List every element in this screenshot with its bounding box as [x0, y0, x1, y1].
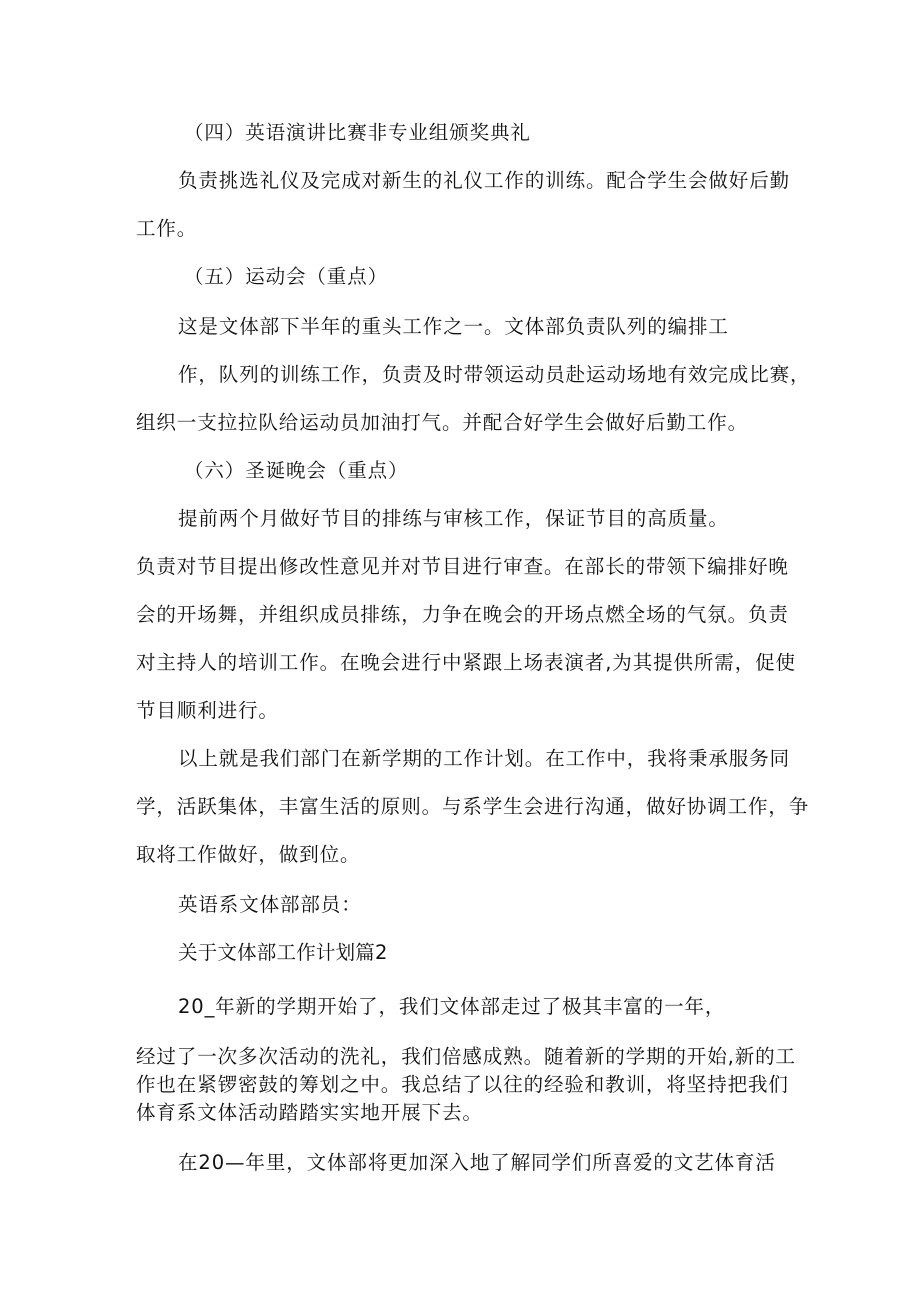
paragraph-line: 组织一支拉拉队给运动员加油打气。并配合好学生会做好后勤工作。 [136, 411, 749, 434]
paragraph-line: 会的开场舞，并组织成员排练，力争在晚会的开场点燃全场的气氛。负责 [136, 603, 789, 626]
paragraph-line: 提前两个月做好节目的排练与审核工作，保证节目的高质量。 [178, 507, 729, 530]
paragraph-line: 在20—年里，文体部将更加深入地了解同学们所喜爱的文艺体育活 [178, 1151, 776, 1174]
paragraph-line: 负责对节目提出修改性意见并对节目进行审查。在部长的带领下编排好晚 [136, 555, 789, 578]
article-title: 关于文体部工作计划篇2 [178, 941, 388, 964]
paragraph-line: 20_年新的学期开始了，我们文体部走过了极其丰富的一年， [178, 995, 726, 1018]
paragraph-line: 以上就是我们部门在新学期的工作计划。在工作中，我将秉承服务同 [178, 747, 791, 770]
paragraph-line: 作也在紧锣密鼓的筹划之中。我总结了以往的经验和教训，将坚持把我们 [136, 1073, 789, 1096]
section-heading-6: （六）圣诞晚会（重点） [184, 459, 409, 482]
paragraph-line: 取将工作做好，做到位。 [136, 843, 361, 866]
paragraph-line: 对主持人的培训工作。在晚会进行中紧跟上场表演者,为其提供所需，促使 [136, 651, 796, 674]
paragraph-line: 学，活跃集体，丰富生活的原则。与系学生会进行沟通，做好协调工作，争 [136, 795, 810, 818]
paragraph-line: 负责挑选礼仪及完成对新生的礼仪工作的训练。配合学生会做好后勤 [178, 169, 791, 192]
signature-line: 英语系文体部部员： [178, 893, 362, 916]
paragraph-line: 经过了一次多次活动的洗礼，我们倍感成熟。随着新的学期的开始,新的工 [136, 1045, 796, 1068]
paragraph-line: 节目顺利进行。 [136, 699, 279, 722]
paragraph-line: 这是文体部下半年的重头工作之一。文体部负责队列的编排工 [178, 315, 729, 338]
section-heading-4: （四）英语演讲比赛非专业组颁奖典礼 [184, 121, 531, 144]
paragraph-line: 作，队列的训练工作，负责及时带领运动员赴运动场地有效完成比赛， [178, 363, 811, 386]
paragraph-line: 体育系文体活动踏踏实实地开展下去。 [136, 1101, 483, 1124]
section-heading-5: （五）运动会（重点） [184, 265, 389, 288]
paragraph-line: 工作。 [136, 217, 198, 240]
